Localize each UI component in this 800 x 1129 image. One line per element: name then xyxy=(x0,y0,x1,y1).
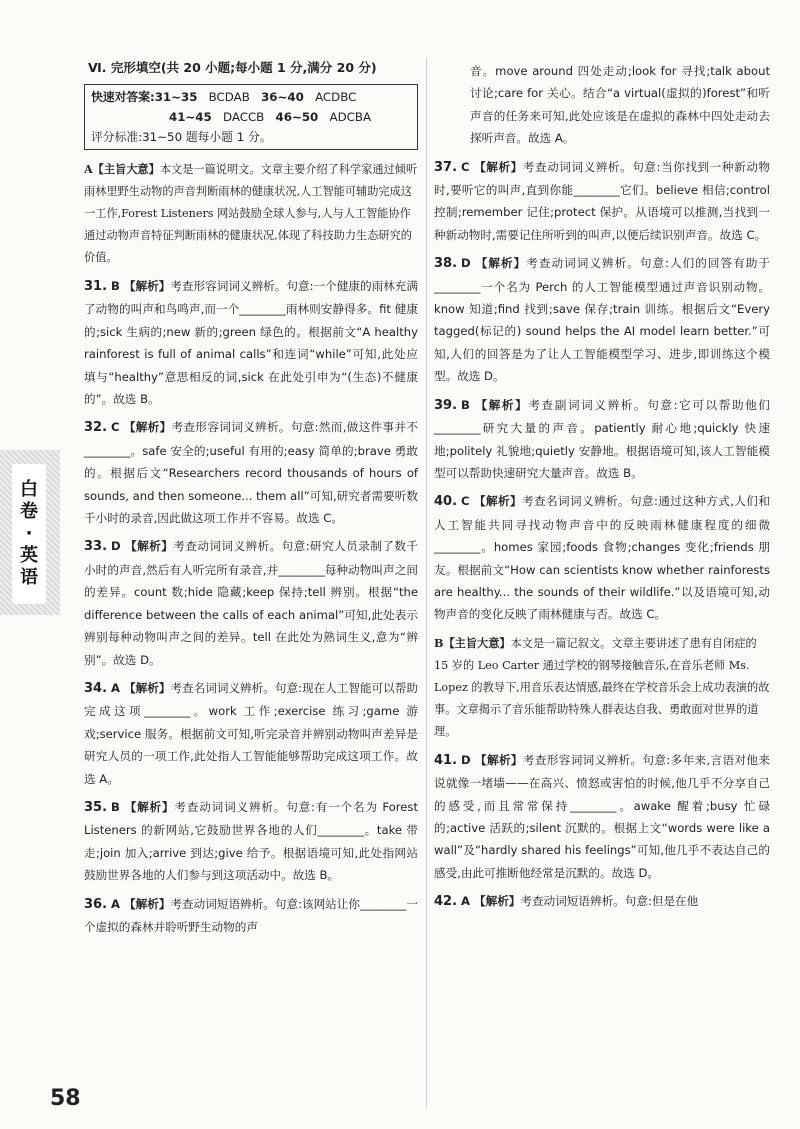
answer-letter: A xyxy=(461,894,471,909)
analysis-text: 考查动词词义辨析。句意:研究人员录制了数千小时的声音,然后有人听完所有录音,并________每种动物叫声之间的差异。count 数;hide 隐藏;keep 保持;tell 辨别。根据“the difference between the calls of each animal”可知,此处表示辨别每种动物叫声之间的差异。tell 在此处为熟词生义,意为“辨别”。故选 D。 xyxy=(84,539,418,667)
question-number: 39. xyxy=(434,397,458,413)
analysis-tag: 【解析】 xyxy=(474,256,527,271)
question-number: 35. xyxy=(84,799,108,815)
answer-key-label: 快速对答案: xyxy=(91,90,155,104)
question-item xyxy=(84,893,418,939)
answer-letter: C xyxy=(461,494,470,509)
question-item xyxy=(84,535,418,670)
passage-b-summary xyxy=(434,632,770,743)
analysis-text: 考查动词词义辨析。句意:有一个名为 Forest Listeners 的新网站,它鼓励世界各地的人们________。take 带走;join 加入;arrive 到达;give 给予。根据语境可知,此处指网站鼓励世界各地的人们参与到这项活动中。故选 B。 xyxy=(84,799,418,883)
answer-key-row xyxy=(91,87,411,107)
answer-letter: C xyxy=(461,159,470,174)
question-item xyxy=(84,416,418,529)
analysis-tag: 【解析】 xyxy=(473,397,529,412)
analysis-tag: 【解析】 xyxy=(123,799,175,814)
analysis-text: 考查形容词词义辨析。句意:一个健康的雨林充满了动物的叫声和鸟鸣声,而一个________雨林则安静得多。fit 健康的;sick 生病的;new 新的;green 绿色的。根据前文“A healthy rainforest is full of animal calls”和连词“while”可知,此处应填与“healthy”意思相反的词,sick 在此处引申为“(生态)不健康的”。故选 B。 xyxy=(84,279,418,407)
answer-letters: ADCBA xyxy=(329,110,372,124)
analysis-tag: 【解析】 xyxy=(123,279,171,293)
passage-summary-text: 本文是一篇记叙文。文章主要讲述了患有自闭症的 15 岁的 Leo Carter 通过学校的钢琴接触音乐,在音乐老师 Ms. Lopez 的教导下,用音乐表达情感,最终在学校音乐会上成功表演的故事。文章揭示了音乐能帮助特殊人群表达自我、勇敢面对世界的道理。 xyxy=(434,636,770,738)
question-number: 42. xyxy=(434,894,458,910)
column-divider xyxy=(426,58,427,1108)
side-tab-char: · xyxy=(25,523,33,544)
question-number: 36. xyxy=(84,896,108,912)
answer-letter: A xyxy=(111,896,121,911)
answer-letter: B xyxy=(111,799,120,814)
page-number: 58 xyxy=(50,1086,81,1111)
answer-range: 36~40 xyxy=(261,90,304,104)
side-tab-char: 白 xyxy=(20,479,38,500)
analysis-text: 考查名词词义辨析。句意:通过这种方式,人们和人工智能共同寻找动物声音中的反映雨林健康程度的细微________。homes 家园;foods 食物;changes 变化;friends 朋友。根据前文“How can scientists know whether rainforests are healthy... the sounds of their wildlife.”以及语境可知,动物声音的变化反映了雨林健康与否。故选 C。 xyxy=(434,494,770,622)
answer-range: 46~50 xyxy=(275,110,319,124)
question-item xyxy=(84,796,418,887)
analysis-tag: 【解析】 xyxy=(124,680,171,695)
right-column xyxy=(434,0,770,920)
side-tab-label xyxy=(12,464,46,604)
answer-letter: D xyxy=(111,539,121,554)
analysis-text: 考查副词词义辨析。句意:它可以帮助他们________研究大量的声音。patiently 耐心地;quickly 快速地;politely 礼貌地;quietly 安静地。根据语境可知,该人工智能模型可以帮助快速研究大量声音。故选 B。 xyxy=(434,397,770,480)
side-tab xyxy=(0,450,60,615)
answer-letter: B xyxy=(461,397,470,412)
scoring-note: 评分标准:31~50 题每小题 1 分。 xyxy=(91,130,272,144)
question-item xyxy=(434,394,770,485)
side-tab-char: 卷 xyxy=(20,501,38,522)
analysis-tag: 【解析】 xyxy=(124,539,174,554)
answer-letters: DACCB xyxy=(222,110,265,124)
analysis-text: 考查名词词义辨析。句意:现在人工智能可以帮助完成这项________。work 工作;exercise 练习;game 游戏;service 服务。根据前文可知,听完录音并辨别动物叫声差异是研究人员的一项工作,此处指人工智能能够帮助完成这项工作。故选 A。 xyxy=(84,680,418,786)
question-item xyxy=(434,749,770,884)
analysis-text: 考查动词短语辨析。句意:该网站让你________一个虚拟的森林并聆听野生动物的声 xyxy=(84,896,418,934)
question-number: 32. xyxy=(84,420,108,436)
question-item xyxy=(434,156,770,247)
answer-letter: C xyxy=(111,420,120,435)
question-number: 38. xyxy=(434,256,458,272)
question-number: 31. xyxy=(84,279,108,294)
analysis-tag: 【解析】 xyxy=(473,159,523,174)
answer-letters: ACDBC xyxy=(315,90,357,104)
side-tab-char: 英 xyxy=(20,545,38,566)
passage-label: A【主旨大意】 xyxy=(84,162,160,176)
answer-key-row xyxy=(91,107,411,127)
left-column xyxy=(84,0,418,944)
analysis-tag: 【解析】 xyxy=(124,896,171,911)
question-item xyxy=(434,490,770,625)
question-item xyxy=(84,677,418,790)
analysis-tag: 【解析】 xyxy=(474,752,523,767)
analysis-text: 考查动词词义辨析。句意:当你找到一种新动物时,要听它的叫声,直到你能________它们。believe 相信;control 控制;remember 记住;protect 保护。从语境可以推测,当找到一种新动物时,需要记住所听到的叫声,以便后续识别声音。故选 C。 xyxy=(434,159,770,242)
side-tab-char: 语 xyxy=(20,567,38,588)
analysis-text: 考查形容词词义辨析。句意:然而,做这件事并不________。safe 安全的;useful 有用的;easy 简单的;brave 勇敢的。根据后文“Researchers record thousands of hours of sounds, and then someone... them all”可知,研究者需要听数千小时的录音,因此做这项工作并不容易。故选 C。 xyxy=(84,420,418,526)
passage-a-summary xyxy=(84,158,418,269)
answer-range: 41~45 xyxy=(169,110,212,124)
question-item xyxy=(84,275,418,410)
question-number: 33. xyxy=(84,539,108,555)
answer-letter: D xyxy=(461,752,471,767)
answer-range: 31~35 xyxy=(154,90,198,104)
question-item xyxy=(434,890,770,913)
question-number: 34. xyxy=(84,680,108,696)
analysis-text: 考查动词短语辨析。句意:但是在他 xyxy=(520,894,699,909)
question-item-continued xyxy=(434,60,770,150)
analysis-text: 考查动词词义辨析。句意:人们的回答有助于________一个名为 Perch 的人工智能模型通过声音识别动物。know 知道;find 找到;save 保存;train 训练。根据后文“Every tagged(标记的) sound helps the AI model learn better.”可知,人们的回答是为了让人工智能模型学习、进步,即训练这个模型。故选 D。 xyxy=(434,256,770,384)
answer-letter: A xyxy=(111,680,121,695)
question-number: 41. xyxy=(434,752,458,768)
question-number: 37. xyxy=(434,159,458,175)
analysis-tag: 【解析】 xyxy=(123,420,172,435)
question-number: 40. xyxy=(434,494,458,510)
answer-key-box xyxy=(84,84,418,150)
question-item xyxy=(434,252,770,387)
answer-letter: D xyxy=(461,256,471,271)
analysis-text: 音。move around 四处走动;look for 寻找;talk about 讨论;care for 关心。结合“a virtual(虚拟的)forest”和听声音的任务来可知,此处应该是在虚拟的森林中四处走动去探听声音。故选 A。 xyxy=(470,64,770,146)
analysis-tag: 【解析】 xyxy=(473,494,522,509)
passage-summary-text: 本文是一篇说明文。文章主要介绍了科学家通过倾听雨林里野生动物的声音判断雨林的健康状况,人工智能可辅助完成这一工作,Forest Listeners 网站鼓励全球人参与,人与人工智能协作通过动物声音特征判断雨林的健康状况,体现了科技助力生态研究的价值。 xyxy=(84,163,418,264)
analysis-text: 考查形容词词义辨析。句意:多年来,言语对他来说就像一堵墙——在高兴、愤怒或害怕的时候,他几乎不分享自己的感受,而且常常保持________。awake 醒着;busy 忙碌的;active 活跃的;silent 沉默的。根据上文“words were like a wall”及“hardly shared his feelings”可知,他几乎不表达自己的感受,由此可推断他经常是沉默的。故选 D。 xyxy=(434,752,770,880)
passage-label: B【主旨大意】 xyxy=(434,635,511,650)
section-title: Ⅵ. 完形填空(共 20 小题;每小题 1 分,满分 20 分) xyxy=(88,60,377,75)
answer-letter: B xyxy=(111,279,120,293)
answer-letters: BCDAB xyxy=(208,90,250,104)
analysis-tag: 【解析】 xyxy=(474,894,521,909)
